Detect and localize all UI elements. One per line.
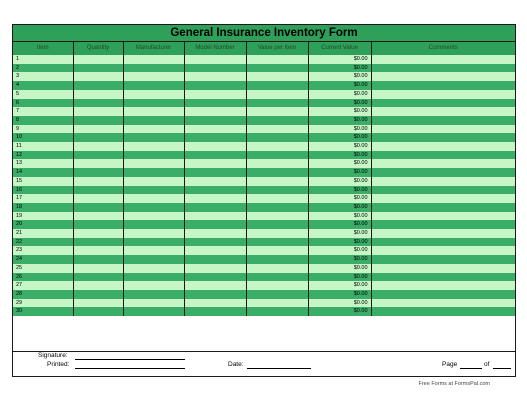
model-number-cell[interactable] [184, 246, 246, 255]
value-per-item-cell[interactable] [246, 307, 308, 316]
date-field[interactable] [247, 368, 311, 369]
model-number-cell[interactable] [184, 99, 246, 108]
model-number-cell[interactable] [184, 133, 246, 142]
model-number-cell[interactable] [184, 177, 246, 186]
quantity-cell[interactable] [73, 168, 123, 177]
row-number-cell[interactable]: 25 [13, 264, 73, 273]
row-number-cell[interactable]: 28 [13, 290, 73, 299]
row-number-cell[interactable]: 10 [13, 133, 73, 142]
manufacturer-cell[interactable] [123, 168, 184, 177]
model-number-cell[interactable] [184, 220, 246, 229]
row-number-cell[interactable]: 9 [13, 125, 73, 134]
quantity-cell[interactable] [73, 125, 123, 134]
current-value-cell[interactable]: $0.00 [308, 186, 371, 195]
row-number-cell[interactable]: 8 [13, 116, 73, 125]
quantity-cell[interactable] [73, 55, 123, 64]
current-value-cell[interactable]: $0.00 [308, 212, 371, 221]
value-per-item-cell[interactable] [246, 255, 308, 264]
value-per-item-cell[interactable] [246, 159, 308, 168]
model-number-cell[interactable] [184, 116, 246, 125]
table-row [13, 81, 515, 90]
manufacturer-cell[interactable] [123, 255, 184, 264]
model-number-cell[interactable] [184, 194, 246, 203]
comments-cell[interactable] [371, 55, 515, 64]
manufacturer-cell[interactable] [123, 246, 184, 255]
table-row [13, 238, 515, 247]
model-number-cell[interactable] [184, 307, 246, 316]
row-number-cell[interactable]: 20 [13, 220, 73, 229]
column-header-item: Item [13, 42, 73, 55]
value-per-item-cell[interactable] [246, 212, 308, 221]
quantity-cell[interactable] [73, 255, 123, 264]
table-row [13, 64, 515, 73]
manufacturer-cell[interactable] [123, 290, 184, 299]
model-number-cell[interactable] [184, 64, 246, 73]
value-per-item-cell[interactable] [246, 107, 308, 116]
row-number-cell[interactable]: 14 [13, 168, 73, 177]
model-number-cell[interactable] [184, 168, 246, 177]
signature-field[interactable] [75, 359, 185, 360]
table-row [13, 290, 515, 299]
manufacturer-cell[interactable] [123, 116, 184, 125]
current-value-cell[interactable]: $0.00 [308, 90, 371, 99]
row-number-cell[interactable]: 29 [13, 299, 73, 308]
comments-cell[interactable] [371, 273, 515, 282]
model-number-cell[interactable] [184, 107, 246, 116]
quantity-cell[interactable] [73, 116, 123, 125]
inventory-table [13, 42, 515, 316]
value-per-item-cell[interactable] [246, 290, 308, 299]
quantity-cell[interactable] [73, 133, 123, 142]
model-number-cell[interactable] [184, 264, 246, 273]
row-number-cell[interactable]: 21 [13, 229, 73, 238]
printed-label: Printed: [47, 361, 70, 368]
row-number-cell[interactable]: 18 [13, 203, 73, 212]
comments-cell[interactable] [371, 133, 515, 142]
row-number-cell[interactable]: 26 [13, 273, 73, 282]
current-value-cell[interactable]: $0.00 [308, 168, 371, 177]
current-value-cell[interactable]: $0.00 [308, 194, 371, 203]
row-number-cell[interactable]: 4 [13, 81, 73, 90]
manufacturer-cell[interactable] [123, 55, 184, 64]
comments-cell[interactable] [371, 194, 515, 203]
manufacturer-cell[interactable] [123, 107, 184, 116]
value-per-item-cell[interactable] [246, 273, 308, 282]
manufacturer-cell[interactable] [123, 194, 184, 203]
table-row [13, 159, 515, 168]
current-value-cell[interactable]: $0.00 [308, 116, 371, 125]
column-header-manufacturer: Manufacturer [123, 42, 184, 55]
page-total-field[interactable] [493, 368, 511, 369]
row-number-cell[interactable]: 27 [13, 281, 73, 290]
model-number-cell[interactable] [184, 142, 246, 151]
column-header-current-value: Current Value [308, 42, 371, 55]
current-value-cell[interactable]: $0.00 [308, 107, 371, 116]
current-value-cell[interactable]: $0.00 [308, 72, 371, 81]
manufacturer-cell[interactable] [123, 64, 184, 73]
quantity-cell[interactable] [73, 72, 123, 81]
printed-name-field[interactable] [75, 368, 185, 369]
current-value-cell[interactable]: $0.00 [308, 125, 371, 134]
current-value-cell[interactable]: $0.00 [308, 229, 371, 238]
table-row [13, 220, 515, 229]
manufacturer-cell[interactable] [123, 220, 184, 229]
quantity-cell[interactable] [73, 90, 123, 99]
comments-cell[interactable] [371, 255, 515, 264]
value-per-item-cell[interactable] [246, 194, 308, 203]
manufacturer-cell[interactable] [123, 99, 184, 108]
current-value-cell[interactable]: $0.00 [308, 220, 371, 229]
value-per-item-cell[interactable] [246, 72, 308, 81]
current-value-cell[interactable]: $0.00 [308, 273, 371, 282]
current-value-cell[interactable]: $0.00 [308, 281, 371, 290]
comments-cell[interactable] [371, 238, 515, 247]
quantity-cell[interactable] [73, 281, 123, 290]
value-per-item-cell[interactable] [246, 116, 308, 125]
manufacturer-cell[interactable] [123, 212, 184, 221]
comments-cell[interactable] [371, 290, 515, 299]
value-per-item-cell[interactable] [246, 151, 308, 160]
quantity-cell[interactable] [73, 194, 123, 203]
table-row [13, 229, 515, 238]
model-number-cell[interactable] [184, 151, 246, 160]
value-per-item-cell[interactable] [246, 177, 308, 186]
quantity-cell[interactable] [73, 151, 123, 160]
comments-cell[interactable] [371, 168, 515, 177]
model-number-cell[interactable] [184, 90, 246, 99]
current-value-cell[interactable]: $0.00 [308, 307, 371, 316]
value-per-item-cell[interactable] [246, 55, 308, 64]
model-number-cell[interactable] [184, 125, 246, 134]
current-value-cell[interactable]: $0.00 [308, 203, 371, 212]
value-per-item-cell[interactable] [246, 186, 308, 195]
table-row [13, 264, 515, 273]
value-per-item-cell[interactable] [246, 264, 308, 273]
current-value-cell[interactable]: $0.00 [308, 299, 371, 308]
manufacturer-cell[interactable] [123, 273, 184, 282]
table-row [13, 99, 515, 108]
manufacturer-cell[interactable] [123, 238, 184, 247]
current-value-cell[interactable]: $0.00 [308, 255, 371, 264]
comments-cell[interactable] [371, 281, 515, 290]
row-number-cell[interactable]: 11 [13, 142, 73, 151]
manufacturer-cell[interactable] [123, 125, 184, 134]
model-number-cell[interactable] [184, 81, 246, 90]
row-number-cell[interactable]: 1 [13, 55, 73, 64]
column-header-value-per-item: Value per Item [246, 42, 308, 55]
comments-cell[interactable] [371, 307, 515, 316]
quantity-cell[interactable] [73, 212, 123, 221]
value-per-item-cell[interactable] [246, 229, 308, 238]
model-number-cell[interactable] [184, 238, 246, 247]
value-per-item-cell[interactable] [246, 142, 308, 151]
manufacturer-cell[interactable] [123, 72, 184, 81]
quantity-cell[interactable] [73, 186, 123, 195]
manufacturer-cell[interactable] [123, 142, 184, 151]
value-per-item-cell[interactable] [246, 299, 308, 308]
row-number-cell[interactable]: 2 [13, 64, 73, 73]
date-label: Date: [228, 361, 244, 368]
credit-text: Free Forms at FormsPal.com [418, 381, 490, 387]
quantity-cell[interactable] [73, 246, 123, 255]
table-row [13, 177, 515, 186]
column-header-quantity: Quantity [73, 42, 123, 55]
current-value-cell[interactable]: $0.00 [308, 133, 371, 142]
table-row [13, 194, 515, 203]
row-number-cell[interactable]: 19 [13, 212, 73, 221]
table-row [13, 116, 515, 125]
table-row [13, 142, 515, 151]
table-row [13, 125, 515, 134]
quantity-cell[interactable] [73, 220, 123, 229]
current-value-cell[interactable]: $0.00 [308, 151, 371, 160]
comments-cell[interactable] [371, 212, 515, 221]
page-label: Page [442, 361, 458, 368]
table-body [13, 55, 515, 316]
current-value-cell[interactable]: $0.00 [308, 81, 371, 90]
comments-cell[interactable] [371, 90, 515, 99]
table-row [13, 90, 515, 99]
table-row [13, 273, 515, 282]
table-row [13, 151, 515, 160]
row-number-cell[interactable]: 12 [13, 151, 73, 160]
model-number-cell[interactable] [184, 255, 246, 264]
model-number-cell[interactable] [184, 299, 246, 308]
current-value-cell[interactable]: $0.00 [308, 246, 371, 255]
value-per-item-cell[interactable] [246, 168, 308, 177]
manufacturer-cell[interactable] [123, 299, 184, 308]
quantity-cell[interactable] [73, 99, 123, 108]
manufacturer-cell[interactable] [123, 81, 184, 90]
column-header-model-number: Model Number [184, 42, 246, 55]
value-per-item-cell[interactable] [246, 81, 308, 90]
quantity-cell[interactable] [73, 273, 123, 282]
comments-cell[interactable] [371, 151, 515, 160]
manufacturer-cell[interactable] [123, 281, 184, 290]
table-header-row [13, 42, 515, 55]
current-value-cell[interactable]: $0.00 [308, 177, 371, 186]
manufacturer-cell[interactable] [123, 90, 184, 99]
value-per-item-cell[interactable] [246, 220, 308, 229]
comments-cell[interactable] [371, 125, 515, 134]
row-number-cell[interactable]: 24 [13, 255, 73, 264]
form-title: General Insurance Inventory Form [13, 25, 515, 42]
table-row [13, 212, 515, 221]
table-row [13, 107, 515, 116]
value-per-item-cell[interactable] [246, 125, 308, 134]
quantity-cell[interactable] [73, 264, 123, 273]
table-row [13, 203, 515, 212]
quantity-cell[interactable] [73, 229, 123, 238]
model-number-cell[interactable] [184, 186, 246, 195]
table-row [13, 307, 515, 316]
current-value-cell[interactable]: $0.00 [308, 142, 371, 151]
manufacturer-cell[interactable] [123, 177, 184, 186]
quantity-cell[interactable] [73, 81, 123, 90]
table-row [13, 72, 515, 81]
row-number-cell[interactable]: 7 [13, 107, 73, 116]
quantity-cell[interactable] [73, 203, 123, 212]
column-header-comments: Comments [371, 42, 515, 55]
comments-cell[interactable] [371, 72, 515, 81]
table-row [13, 133, 515, 142]
model-number-cell[interactable] [184, 55, 246, 64]
manufacturer-cell[interactable] [123, 133, 184, 142]
comments-cell[interactable] [371, 246, 515, 255]
value-per-item-cell[interactable] [246, 281, 308, 290]
model-number-cell[interactable] [184, 281, 246, 290]
row-number-cell[interactable]: 3 [13, 72, 73, 81]
comments-cell[interactable] [371, 107, 515, 116]
manufacturer-cell[interactable] [123, 159, 184, 168]
quantity-cell[interactable] [73, 290, 123, 299]
current-value-cell[interactable]: $0.00 [308, 290, 371, 299]
row-number-cell[interactable]: 23 [13, 246, 73, 255]
comments-cell[interactable] [371, 116, 515, 125]
model-number-cell[interactable] [184, 203, 246, 212]
current-value-cell[interactable]: $0.00 [308, 55, 371, 64]
model-number-cell[interactable] [184, 290, 246, 299]
comments-cell[interactable] [371, 142, 515, 151]
comments-cell[interactable] [371, 203, 515, 212]
table-row [13, 246, 515, 255]
quantity-cell[interactable] [73, 142, 123, 151]
row-number-cell[interactable]: 6 [13, 99, 73, 108]
manufacturer-cell[interactable] [123, 264, 184, 273]
table-row [13, 299, 515, 308]
model-number-cell[interactable] [184, 72, 246, 81]
value-per-item-cell[interactable] [246, 90, 308, 99]
row-number-cell[interactable]: 30 [13, 307, 73, 316]
row-number-cell[interactable]: 22 [13, 238, 73, 247]
current-value-cell[interactable]: $0.00 [308, 238, 371, 247]
comments-cell[interactable] [371, 99, 515, 108]
inventory-form [12, 24, 516, 377]
manufacturer-cell[interactable] [123, 203, 184, 212]
comments-cell[interactable] [371, 159, 515, 168]
table-row [13, 168, 515, 177]
model-number-cell[interactable] [184, 159, 246, 168]
comments-cell[interactable] [371, 229, 515, 238]
current-value-cell[interactable]: $0.00 [308, 64, 371, 73]
manufacturer-cell[interactable] [123, 186, 184, 195]
model-number-cell[interactable] [184, 273, 246, 282]
value-per-item-cell[interactable] [246, 246, 308, 255]
manufacturer-cell[interactable] [123, 151, 184, 160]
manufacturer-cell[interactable] [123, 229, 184, 238]
signature-label: Signature: [38, 352, 68, 359]
current-value-cell[interactable]: $0.00 [308, 264, 371, 273]
model-number-cell[interactable] [184, 212, 246, 221]
quantity-cell[interactable] [73, 307, 123, 316]
quantity-cell[interactable] [73, 107, 123, 116]
value-per-item-cell[interactable] [246, 238, 308, 247]
page-number-field[interactable] [460, 368, 482, 369]
row-number-cell[interactable]: 17 [13, 194, 73, 203]
quantity-cell[interactable] [73, 299, 123, 308]
comments-cell[interactable] [371, 81, 515, 90]
comments-cell[interactable] [371, 186, 515, 195]
table-row [13, 186, 515, 195]
comments-cell[interactable] [371, 299, 515, 308]
comments-cell[interactable] [371, 177, 515, 186]
value-per-item-cell[interactable] [246, 203, 308, 212]
comments-cell[interactable] [371, 220, 515, 229]
table-row [13, 255, 515, 264]
comments-cell[interactable] [371, 264, 515, 273]
quantity-cell[interactable] [73, 159, 123, 168]
quantity-cell[interactable] [73, 238, 123, 247]
model-number-cell[interactable] [184, 229, 246, 238]
value-per-item-cell[interactable] [246, 133, 308, 142]
form-footer [13, 351, 515, 378]
current-value-cell[interactable]: $0.00 [308, 99, 371, 108]
row-number-cell[interactable]: 16 [13, 186, 73, 195]
manufacturer-cell[interactable] [123, 307, 184, 316]
row-number-cell[interactable]: 5 [13, 90, 73, 99]
value-per-item-cell[interactable] [246, 64, 308, 73]
quantity-cell[interactable] [73, 177, 123, 186]
table-row [13, 55, 515, 64]
comments-cell[interactable] [371, 64, 515, 73]
of-label: of [484, 361, 490, 368]
quantity-cell[interactable] [73, 64, 123, 73]
current-value-cell[interactable]: $0.00 [308, 159, 371, 168]
table-row [13, 281, 515, 290]
value-per-item-cell[interactable] [246, 99, 308, 108]
row-number-cell[interactable]: 13 [13, 159, 73, 168]
row-number-cell[interactable]: 15 [13, 177, 73, 186]
